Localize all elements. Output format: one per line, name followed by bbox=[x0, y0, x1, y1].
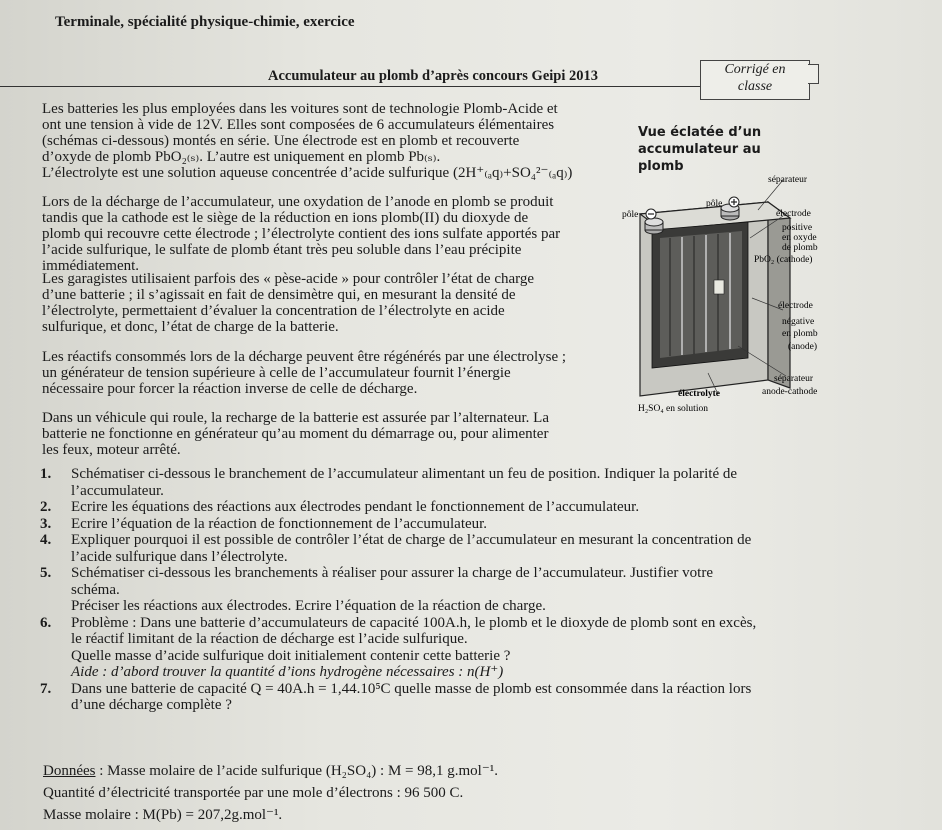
question-number: 7. bbox=[40, 680, 52, 697]
label-electrode-pos-4: de plomb bbox=[782, 243, 818, 253]
text-line: batterie ne fonctionne en générateur qu’au moment du démarrage ou, pour alimenter bbox=[42, 426, 549, 442]
donnees-molar-mass-acid: : Masse molaire de l’acide sulfurique (H₂SO₄) : M = 98,1 g.mol⁻¹. bbox=[95, 763, 499, 779]
label-electrode-neg-1: électrode bbox=[778, 301, 813, 311]
label-electrode-pos-1: électrode bbox=[776, 209, 811, 219]
question-line: l’accumulateur. bbox=[71, 482, 164, 499]
question-7 bbox=[40, 681, 920, 714]
label-electrode-pos-2: positive bbox=[782, 223, 813, 233]
page-header: Terminale, spécialité physique-chimie, exercice bbox=[55, 14, 355, 30]
label-electrode-neg-3: en plomb bbox=[782, 329, 818, 339]
question-line: le réactif limitant de la réaction de décharge est l’acide sulfurique. bbox=[71, 631, 468, 647]
intro-paragraph-1 bbox=[42, 101, 622, 181]
question-line: Ecrire les équations des réactions aux électrodes pendant le fonctionnement de l’accumulateur. bbox=[71, 499, 640, 515]
text-line: nécessaire pour forcer la réaction inverse de celle de décharge. bbox=[42, 381, 418, 397]
label-electrolyte-2: H₂SO₄ en solution bbox=[638, 404, 708, 414]
question-5 bbox=[40, 565, 920, 615]
question-6 bbox=[40, 615, 920, 681]
question-1 bbox=[40, 466, 920, 499]
text-line: (schémas ci-dessous) montés en série. Une électrode est en plomb et recouverte bbox=[42, 133, 520, 149]
text-line: d’oxyde de plomb PbO₂₍ₛ₎. L’autre est uniquement en plomb Pb₍ₛ₎. bbox=[42, 149, 441, 165]
question-4 bbox=[40, 532, 920, 565]
label-separateur-top: séparateur bbox=[768, 175, 808, 185]
label-separateur-bot-1: séparateur bbox=[774, 374, 814, 384]
diagram-title-line1: Vue éclatée d’un bbox=[638, 125, 762, 140]
question-number: 3. bbox=[40, 515, 52, 532]
text-line: l’acide sulfurique, le sulfate de plomb étant très peu soluble dans l’eau précipite bbox=[42, 242, 522, 258]
donnees-section bbox=[43, 760, 903, 826]
label-electrode-pos-5: PbO₂ (cathode) bbox=[754, 255, 813, 265]
question-line: schéma. bbox=[71, 581, 120, 598]
question-line: Problème : Dans une batterie d’accumulateurs de capacité 100A.h, le plomb et le dioxyde de plomb sont en excès, bbox=[71, 614, 757, 631]
intro-paragraph-3 bbox=[42, 271, 622, 335]
text-line: tandis que la cathode est le siège de la réduction en ions plomb(II) du dioxyde de bbox=[42, 210, 529, 226]
battery-diagram bbox=[618, 168, 838, 420]
diagram-title-line2: accumulateur au plomb bbox=[638, 142, 761, 174]
text-line: plomb qui recouvre cette électrode ; l’électrolyte contient des ions sulfate apportés par bbox=[42, 226, 561, 242]
corrige-line2: classe bbox=[737, 79, 773, 94]
question-line: Préciser les réactions aux électrodes. Ecrire l’équation de la réaction de charge. bbox=[71, 598, 546, 614]
question-2 bbox=[40, 499, 920, 516]
text-line: Les garagistes utilisaient parfois des « pèse-acide » pour contrôler l’état de charge bbox=[42, 271, 535, 287]
label-electrode-pos-3: en oxyde bbox=[782, 233, 817, 243]
questions-list bbox=[40, 466, 920, 714]
corrige-line1: Corrigé en bbox=[724, 62, 786, 77]
question-3 bbox=[40, 516, 920, 533]
question-line: d’une décharge complète ? bbox=[71, 697, 232, 713]
text-line: Les batteries les plus employées dans les voitures sont de technologie Plomb-Acide et bbox=[42, 101, 558, 117]
question-line: l’acide sulfurique dans l’électrolyte. bbox=[71, 548, 288, 565]
text-line: l’électrolyte, permettaient d’évaluer la concentration de l’électrolyte en acide bbox=[42, 303, 505, 319]
text-line: les feux, moteur arrêté. bbox=[42, 442, 181, 458]
intro-paragraph-4 bbox=[42, 349, 632, 397]
label-electrode-neg-2: négative bbox=[782, 317, 815, 327]
label-electrolyte-1: électrolyte bbox=[678, 389, 721, 399]
label-electrode-neg-4: (anode) bbox=[788, 342, 818, 352]
question-line: Expliquer pourquoi il est possible de contrôler l’état de charge de l’accumulateur en mesurant la concentration de bbox=[71, 532, 752, 548]
exercise-title: Accumulateur au plomb d’après concours Geipi 2013 bbox=[268, 68, 599, 84]
corrige-box bbox=[700, 60, 810, 100]
text-line: Dans un véhicule qui roule, la recharge de la batterie est assurée par l’alternateur. La bbox=[42, 410, 549, 426]
question-line: Schématiser ci-dessous les branchements à réaliser pour assurer la charge de l’accumulateur. Justifier votre bbox=[71, 565, 713, 581]
question-hint: Aide : d’abord trouver la quantité d’ions hydrogène nécessaires : n(H⁺) bbox=[71, 664, 504, 680]
electrode-plates bbox=[652, 222, 748, 368]
text-line: Les réactifs consommés lors de la décharge peuvent être régénérés par une électrolyse ; bbox=[42, 349, 567, 365]
label-separateur-bot-2: anode-cathode bbox=[762, 387, 818, 397]
question-line: Ecrire l’équation de la réaction de fonctionnement de l’accumulateur. bbox=[71, 515, 488, 532]
text-line: sulfurique, et donc, l’état de charge de la batterie. bbox=[42, 319, 339, 335]
question-line: Dans une batterie de capacité Q = 40A.h = 1,44.10⁵C quelle masse de plomb est consommée dans la réaction lors bbox=[71, 680, 752, 697]
title-rule bbox=[0, 86, 700, 87]
donnees-line-2: Quantité d’électricité transportée par une mole d’électrons : 96 500 C. bbox=[43, 785, 464, 801]
intro-paragraph-5 bbox=[42, 410, 622, 458]
question-number: 1. bbox=[40, 466, 52, 482]
donnees-line-3: Masse molaire : M(Pb) = 207,2g.mol⁻¹. bbox=[43, 807, 283, 823]
question-number: 4. bbox=[40, 532, 52, 548]
donnees-line-1 bbox=[43, 760, 903, 782]
question-number: 6. bbox=[40, 614, 52, 631]
label-pole-negative: pôle bbox=[622, 210, 639, 220]
text-line: L’électrolyte est une solution aqueuse concentrée d’acide sulfurique (2H⁺₍ₐq₎+SO₄²⁻₍ₐq₎) bbox=[42, 165, 573, 181]
text-line: immédiatement. bbox=[42, 258, 140, 274]
intro-paragraph-2 bbox=[42, 194, 622, 274]
question-line: Schématiser ci-dessous le branchement de l’accumulateur alimentant un feu de position. Indiquer la polarité de bbox=[71, 466, 738, 482]
corrige-box-tab bbox=[808, 64, 819, 84]
question-line: Quelle masse d’acide sulfurique doit initialement contenir cette batterie ? bbox=[71, 647, 511, 664]
text-line: Lors de la décharge de l’accumulateur, une oxydation de l’anode en plomb se produit bbox=[42, 194, 554, 210]
label-pole-positive: pôle bbox=[706, 199, 723, 209]
text-line: ont une tension à vide de 12V. Elles sont composées de 6 accumulateurs élémentaires bbox=[42, 117, 555, 133]
question-number: 2. bbox=[40, 499, 52, 515]
question-number: 5. bbox=[40, 565, 52, 581]
text-line: d’une batterie ; il s’agissait en fait de densimètre qui, en mesurant la densité de bbox=[42, 287, 516, 303]
text-line: un générateur de tension supérieure à celle de l’accumulateur fournit l’énergie bbox=[42, 365, 511, 381]
donnees-label: Données bbox=[43, 763, 96, 779]
